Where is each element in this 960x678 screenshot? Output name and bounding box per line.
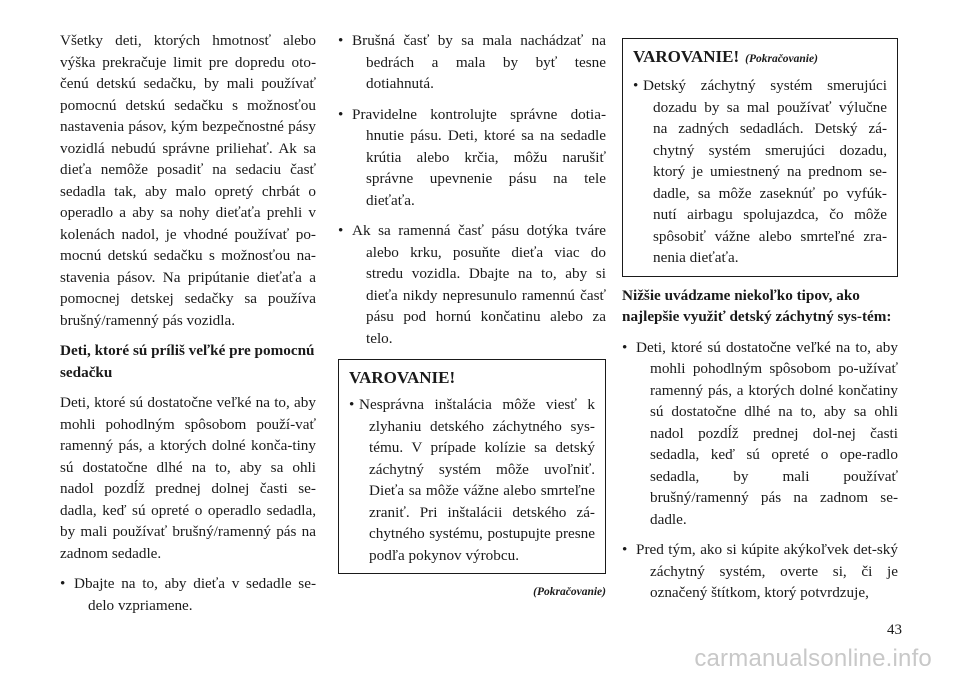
list-item: • Detský záchytný systém smerujúci dozadu by sa mal používať výlučne na zadných sedadlách. Detský zá-chytný systém smerujúci dozadu, ktorý je umiestnený na prednom se-dadle, sa môže zaseknúť po vyfúk-nutí airbagu spolujazdca, čo môže spôsobiť vážne alebo smrteľné zra-nenia dieťaťa.: [633, 75, 887, 269]
list-item: • Dbajte na to, aby dieťa v sedadle se-delo vzpriamene.: [60, 573, 316, 616]
list-item: • Pred tým, ako si kúpite akýkoľvek det-ský záchytný systém, overte si, či je označený štítkom, ktorý potvrdzuje,: [622, 539, 898, 604]
paragraph-booster-intro: Všetky deti, ktorých hmotnosť alebo výška prekračuje limit pre dopredu oto-čenú detskú sedačku, by mali používať pomocnú detskú sedačku s možnosťou nastavenia pásov, kým bezpečnostné pásy vozidlá nebudú správne priliehať. Ak sa dieťa nemôže posadiť na sedaciu časť sedadla tak, aby malo opretý chrbát o operadlo a aby sa nohy dieťaťa prehli v kolenách nadol, je vhodné používať po-mocnú detskú sedačku s možnosťou na-stavenia pásov. Na pripútanie dieťaťa a pomocnej detskej sedačky sa používa brušný/ramenný pás vozidla.: [60, 32, 316, 329]
bullet-list-left: [60, 573, 316, 616]
list-item: • Ak sa ramenná časť pásu dotýka tváre alebo krku, posuňte dieťa viac do stredu vozidla. Dbajte na to, aby si dieťa nikdy nepresunulo ramennú časť pásu pod hornú končatinu alebo za telo.: [338, 220, 606, 349]
section-heading-too-big: Deti, ktoré sú príliš veľké pre pomocnú sedačku: [60, 342, 315, 381]
page-number: 43: [887, 622, 902, 638]
list-item: • Brušná časť by sa mala nachádzať na bedrách a mala by byť tesne dotiahnutá.: [338, 30, 606, 95]
continued-label: (Pokračovanie): [533, 586, 606, 598]
column-right: [622, 30, 898, 613]
warning-title-text: VAROVANIE!: [633, 47, 740, 66]
list-item: • Deti, ktoré sú dostatočne veľké na to, aby mohli pohodlným spôsobom po-užívať ramenný pás, a ktorých dolné končatiny sú dostatočne dlhé na to, aby sa ohli nadol pozdĺž prednej dol-nej časti sedadla, keď sú opreté o ope-radlo sedadla, by mali používať brušný/ramenný pás na zadnom se-dadle.: [622, 337, 898, 531]
warning-title: VAROVANIE!: [349, 368, 456, 387]
warning-title: [633, 46, 887, 70]
watermark: carmanualsonline.info: [694, 645, 932, 672]
column-left: [60, 30, 316, 625]
warning-box: [338, 359, 606, 574]
section-heading-tips: Nižšie uvádzame niekoľko tipov, ako najlepšie využiť detský záchytný sys-tém:: [622, 286, 892, 325]
column-middle: [338, 30, 606, 604]
warning-box-continued: [622, 38, 898, 277]
list-item: • Nesprávna inštalácia môže viesť k zlyhaniu detského záchytného sys-tému. V prípade kolízie sa detský záchytný systém môže uvoľniť. Dieťa sa môže vážne alebo smrteľne zraniť. Pri inštalácii detského zá-chytného systému, postupujte presne podľa pokynov výrobcu.: [349, 394, 595, 566]
bullet-list-right: [622, 337, 898, 604]
list-item: • Pravidelne kontrolujte správne dotia-hnutie pásu. Deti, ktoré sa na sedadle krútia alebo krčia, môžu narušiť správne upevnenie pásu na tele dieťaťa.: [338, 104, 606, 212]
warning-subtitle: (Pokračovanie): [745, 53, 818, 65]
bullet-list-middle: [338, 30, 606, 349]
warning-list: [349, 394, 595, 566]
warning-list: [633, 75, 887, 269]
paragraph-seat-belt-use: Deti, ktoré sú dostatočne veľké na to, aby mohli pohodlným spôsobom použí-vať ramenný pás, a ktorých dolné konča-tiny sú dostatočne dlhé na to, aby sa ohli nadol pozdĺž prednej dolnej časti se-dadla, keď sú opreté o operadlo sedadla, by mali používať brušný/ramenný pás na zadnom sedadle.: [60, 394, 316, 562]
